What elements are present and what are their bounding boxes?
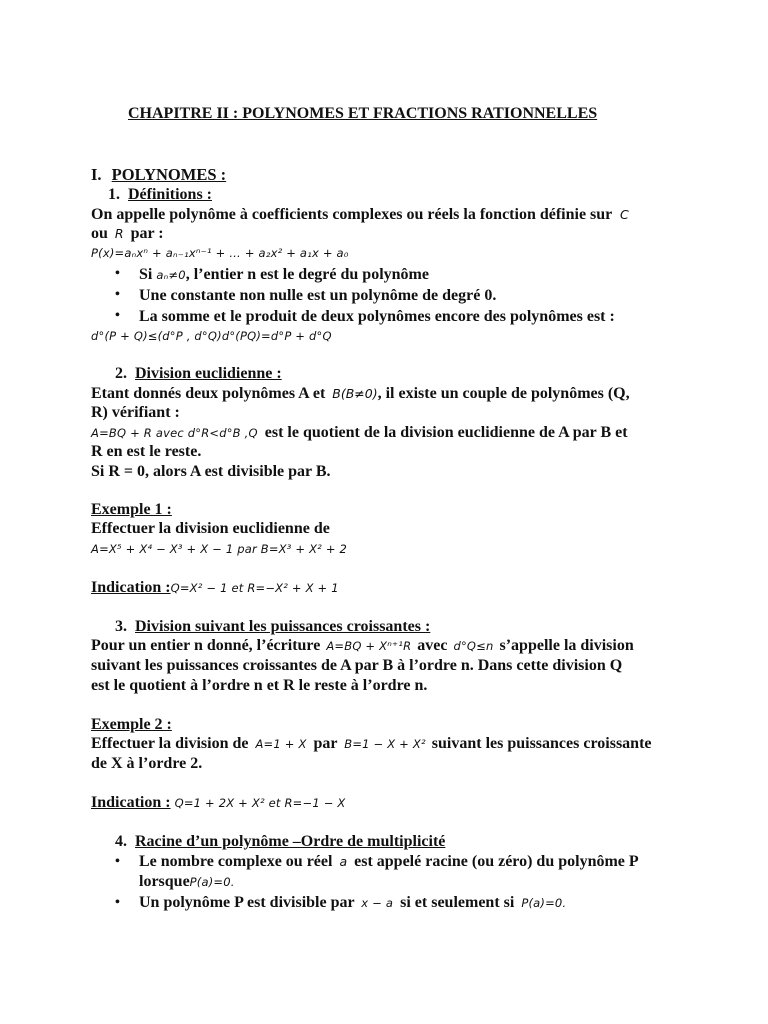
root-bullet-1-line-2 xyxy=(139,872,235,892)
bullet-degree xyxy=(139,265,429,285)
text: , l’entier n est le degré du polynôme xyxy=(185,266,429,283)
text: Effectuer la division de xyxy=(91,735,249,752)
subsection-number: 2. xyxy=(115,365,127,382)
definition-line-2 xyxy=(91,224,164,244)
subsection-number: 3. xyxy=(115,618,127,635)
division-line-4: R en est le reste. xyxy=(91,443,202,460)
bullet-constant: Une constante non nulle est un polynôme de degré 0. xyxy=(139,287,497,304)
division-line-3 xyxy=(91,423,628,443)
bullet-icon: • xyxy=(115,308,120,323)
root-bullet-2 xyxy=(139,893,566,913)
math-formula: d°(P + Q)≤(d°P , d°Q)d°(PQ)=d°P + d°Q xyxy=(91,329,332,343)
text: Le nombre complexe ou réel xyxy=(139,853,333,870)
text: Un polynôme P est divisible par xyxy=(139,894,355,911)
text: Si xyxy=(139,266,153,283)
bullet-icon: • xyxy=(115,895,120,910)
subsection-increasing-powers-heading xyxy=(115,617,430,637)
math-formula: P(x)=aₙxⁿ + aₙ₋₁xⁿ⁻¹ + … + a₂x² + a₁x + a₀ xyxy=(91,246,349,260)
math: P(a)=0. xyxy=(521,896,567,910)
text: , il existe un couple de polynômes (Q, xyxy=(377,385,630,402)
example-1-formula xyxy=(91,539,347,559)
text: par xyxy=(313,735,338,752)
subsection-root-heading xyxy=(115,832,445,852)
example-1-indication xyxy=(91,578,339,598)
root-bullet-1-line-1 xyxy=(139,852,639,872)
text: Etant donnés deux polynômes A et xyxy=(91,385,326,402)
text: lorsque xyxy=(139,873,190,890)
indication-label: Indication : xyxy=(91,794,171,811)
example-2-indication xyxy=(91,793,345,813)
subsection-division-heading xyxy=(115,364,282,384)
math-formula: Q=X² − 1 et R=−X² + X + 1 xyxy=(170,581,339,595)
degree-formula xyxy=(91,326,332,346)
division-line-5: Si R = 0, alors A est divisible par B. xyxy=(91,463,331,480)
example-2-title: Exemple 2 : xyxy=(91,716,172,733)
increasing-line-1 xyxy=(91,636,634,656)
example-1-line: Effectuer la division euclidienne de xyxy=(91,520,330,537)
math: a xyxy=(339,854,348,869)
math-formula: A=X⁵ + X⁴ − X³ + X − 1 par B=X³ + X² + 2 xyxy=(91,542,348,556)
math-formula: Q=1 + 2X + X² et R=−1 − X xyxy=(174,796,346,810)
text: est appelé racine (ou zéro) du polynôme P xyxy=(354,853,639,870)
section-heading xyxy=(91,165,226,185)
text: s’appelle la division xyxy=(499,637,634,654)
polynomial-formula xyxy=(91,243,349,263)
text: Pour un entier n donné, l’écriture xyxy=(91,637,321,654)
math: aₙ≠0 xyxy=(156,268,186,282)
math-C: C xyxy=(620,207,629,222)
indication-label: Indication : xyxy=(91,579,171,596)
text: est le quotient de la division euclidienne de A par B et xyxy=(264,424,628,441)
increasing-line-3: est le quotient à l’ordre n et R le reste à l’ordre n. xyxy=(91,677,428,694)
increasing-line-2: suivant les puissances croissantes de A par B à l’ordre n. Dans cette division Q xyxy=(91,657,623,674)
subsection-definitions-heading xyxy=(108,185,212,205)
math: x − a xyxy=(361,896,394,910)
math-R: R xyxy=(114,226,124,241)
subsection-title: Division suivant les puissances croissantes : xyxy=(135,618,431,635)
section-number: I. xyxy=(91,165,102,184)
math: A=BQ + R avec d°R<d°B ,Q xyxy=(91,426,258,440)
bullet-icon: • xyxy=(115,287,120,302)
text: On appelle polynôme à coefficients complexes ou réels la fonction définie sur xyxy=(91,206,612,223)
subsection-title: Racine d’un polynôme –Ordre de multiplicité xyxy=(135,833,446,850)
chapter-title: CHAPITRE II : POLYNOMES ET FRACTIONS RATIONNELLES xyxy=(128,105,598,122)
math: A=1 + X xyxy=(255,737,307,751)
example-1-title: Exemple 1 : xyxy=(91,501,172,518)
bullet-icon: • xyxy=(115,854,120,869)
text: ou xyxy=(91,225,108,242)
text: si et seulement si xyxy=(400,894,515,911)
math: B(B≠0) xyxy=(332,386,378,401)
math: A=BQ + Xⁿ⁺¹R xyxy=(326,639,412,653)
bullet-icon: • xyxy=(115,266,120,281)
division-line-2: R) vérifiant : xyxy=(91,404,180,421)
definition-line-1 xyxy=(91,205,629,225)
math: B=1 − X + X² xyxy=(344,737,426,751)
subsection-number: 4. xyxy=(115,833,127,850)
division-line-1 xyxy=(91,384,630,404)
subsection-title: Division euclidienne : xyxy=(135,365,282,382)
math: P(a)=0. xyxy=(189,875,235,889)
text: avec xyxy=(417,637,448,654)
math: d°Q≤n xyxy=(453,639,494,653)
example-2-line-2: de X à l’ordre 2. xyxy=(91,755,203,772)
text: par : xyxy=(130,225,164,242)
bullet-sum-product: La somme et le produit de deux polynômes encore des polynômes est : xyxy=(139,308,615,325)
example-2-line-1 xyxy=(91,734,652,754)
subsection-number: 1. xyxy=(108,186,120,203)
text: suivant les puissances croissante xyxy=(431,735,652,752)
subsection-title: Définitions : xyxy=(128,186,212,203)
section-title: POLYNOMES : xyxy=(111,165,227,184)
